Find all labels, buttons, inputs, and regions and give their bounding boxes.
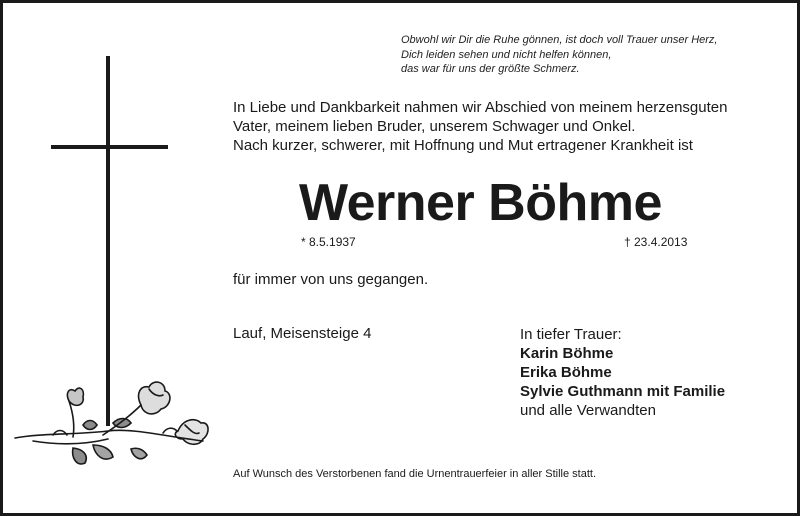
mourner-name: Erika Böhme [520,364,612,381]
mourner-name: Sylvie Guthmann mit Familie [520,383,726,400]
poem-line: das war für uns der größte Schmerz. [401,63,580,75]
intro-line: Nach kurzer, schwerer, mit Hoffnung und Mut ertragener Krankheit ist [233,137,693,154]
deceased-name: Werner Böhme [299,174,662,232]
poem-line: Obwohl wir Dir die Ruhe gönnen, ist doch voll Trauer unser Herz, [401,34,718,46]
mourners-list [520,325,725,420]
cross-icon [51,56,168,426]
mourners-heading: In tiefer Trauer: [520,326,622,343]
death-date: † 23.4.2013 [624,235,688,249]
roses-icon [15,382,208,464]
mourners-closing: und alle Verwandten [520,402,656,419]
cross-with-roses-illustration [13,53,223,478]
birth-date: * 8.5.1937 [301,235,356,249]
footer-note: Auf Wunsch des Verstorbenen fand die Urnentrauerfeier in aller Stille statt. [233,468,596,480]
family-address: Lauf, Meisensteige 4 [233,325,372,342]
intro-line: Vater, meinem lieben Bruder, unserem Schwager und Onkel. [233,118,636,135]
mourner-name: Karin Böhme [520,345,614,362]
intro-line: In Liebe und Dankbarkeit nahmen wir Abschied von meinem herzensguten [233,99,728,116]
poem-line: Dich leiden sehen und nicht helfen können, [401,48,612,61]
poem [401,33,718,77]
passed-away-text: für immer von uns gegangen. [233,271,429,288]
intro-text [233,98,773,155]
